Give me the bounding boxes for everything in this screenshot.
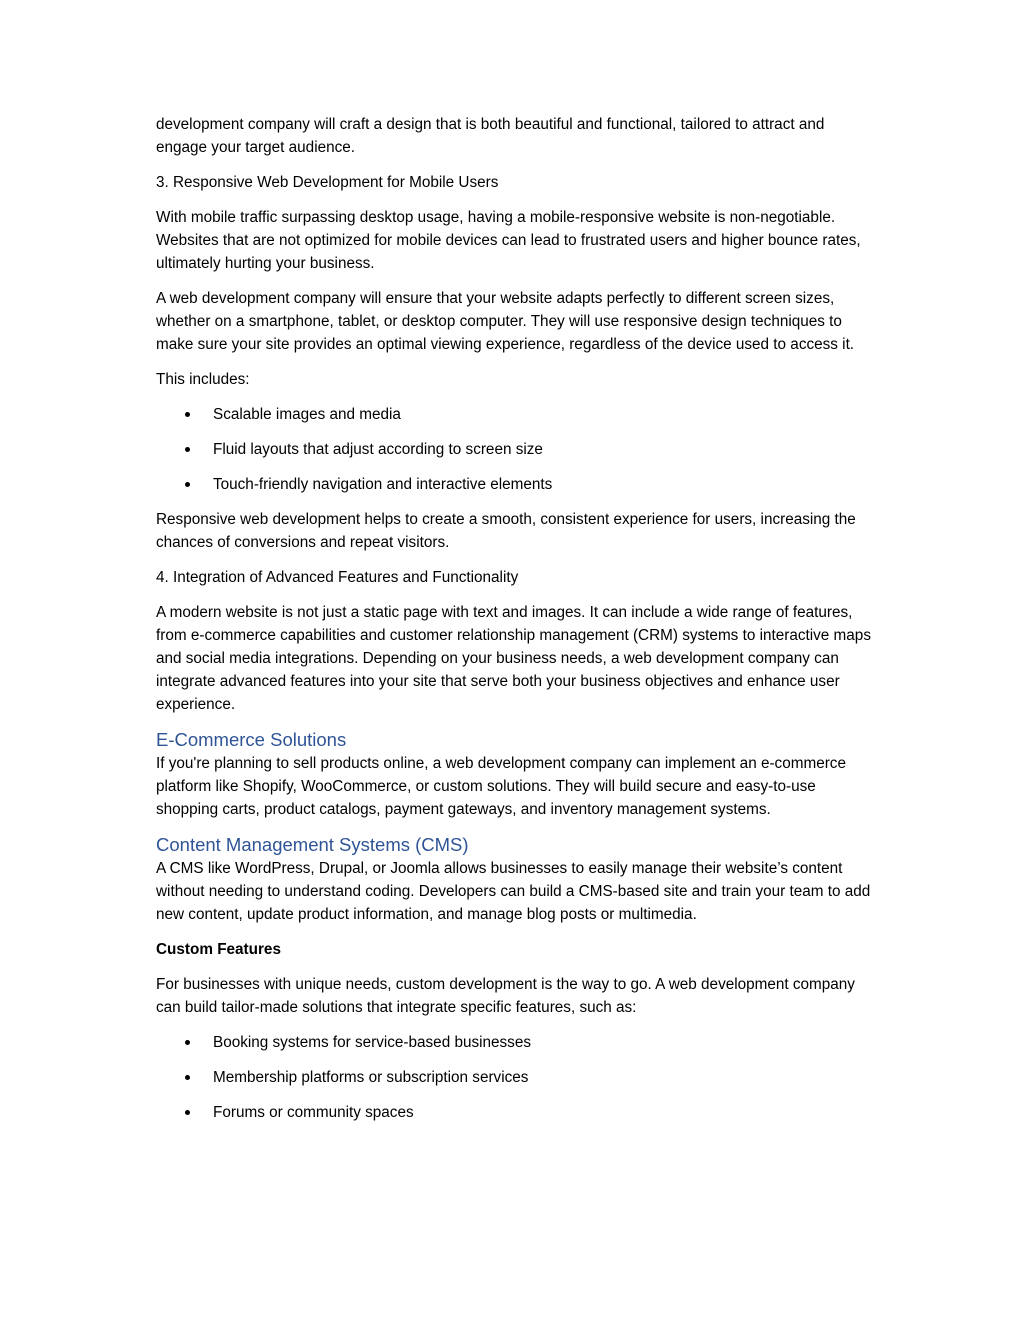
- responsive-features-list: [156, 403, 872, 496]
- paragraph-custom-features: For businesses with unique needs, custom development is the way to go. A web development company can build tailor-made solutions that integrate specific features, such as:: [156, 976, 855, 1016]
- paragraph-intro-continuation: development company will craft a design that is both beautiful and functional, tailored to attract and engage your target audience.: [156, 116, 825, 156]
- list-item: [156, 438, 872, 461]
- list-item: [156, 1066, 872, 1089]
- paragraph-cms: A CMS like WordPress, Drupal, or Joomla allows businesses to easily manage their website’s content without needing to understand coding. Developers can build a CMS-based site and train your team to add new content, update product information, and manage blog posts or multimedia.: [156, 860, 871, 923]
- paragraph-mobile-traffic: With mobile traffic surpassing desktop usage, having a mobile-responsive website is non-negotiable. Websites that are not optimized for mobile devices can lead to frustrated users and higher bounce rates, ultimately hurting your business.: [156, 209, 861, 272]
- paragraph-this-includes: This includes:: [156, 371, 250, 388]
- bullet-icon: [185, 1040, 190, 1045]
- list-item: [156, 1031, 872, 1054]
- subheading-cms: Content Management Systems (CMS): [156, 834, 469, 855]
- bullet-icon: [185, 412, 190, 417]
- paragraph-modern-website: A modern website is not just a static page with text and images. It can include a wide range of features, from e-commerce capabilities and customer relationship management (CRM) systems to interactive maps and social media integrations. Depending on your business needs, a web development company can integrate advanced features into your site that serve both your business objectives and enhance user experience.: [156, 604, 871, 713]
- list-item-text: Touch-friendly navigation and interactive elements: [213, 476, 553, 493]
- paragraph-responsive-benefits: Responsive web development helps to create a smooth, consistent experience for users, increasing the chances of conversions and repeat visitors.: [156, 511, 856, 551]
- list-item: [156, 403, 872, 426]
- bullet-icon: [185, 482, 190, 487]
- subheading-custom-features: Custom Features: [156, 941, 281, 958]
- bullet-icon: [185, 1110, 190, 1115]
- list-item-text: Forums or community spaces: [213, 1104, 414, 1121]
- list-item: [156, 473, 872, 496]
- list-item-text: Booking systems for service-based businesses: [213, 1034, 531, 1051]
- bullet-icon: [185, 447, 190, 452]
- section-heading-integration: 4. Integration of Advanced Features and Functionality: [156, 569, 519, 586]
- custom-features-list: [156, 1031, 872, 1124]
- list-item-text: Fluid layouts that adjust according to screen size: [213, 441, 543, 458]
- section-heading-responsive: 3. Responsive Web Development for Mobile Users: [156, 174, 499, 191]
- subheading-ecommerce: E-Commerce Solutions: [156, 729, 347, 750]
- list-item: [156, 1101, 872, 1124]
- paragraph-adapts-screen-sizes: A web development company will ensure that your website adapts perfectly to different screen sizes, whether on a smartphone, tablet, or desktop computer. They will use responsive design techniques to make sure your site provides an optimal viewing experience, regardless of the device used to access it.: [156, 290, 855, 353]
- document-page: [156, 113, 872, 1136]
- list-item-text: Membership platforms or subscription services: [213, 1069, 529, 1086]
- bullet-icon: [185, 1075, 190, 1080]
- paragraph-ecommerce: If you're planning to sell products online, a web development company can implement an e-commerce platform like Shopify, WooCommerce, or custom solutions. They will build secure and easy-to-use shopping carts, product catalogs, payment gateways, and inventory management systems.: [156, 755, 846, 818]
- list-item-text: Scalable images and media: [213, 406, 401, 423]
